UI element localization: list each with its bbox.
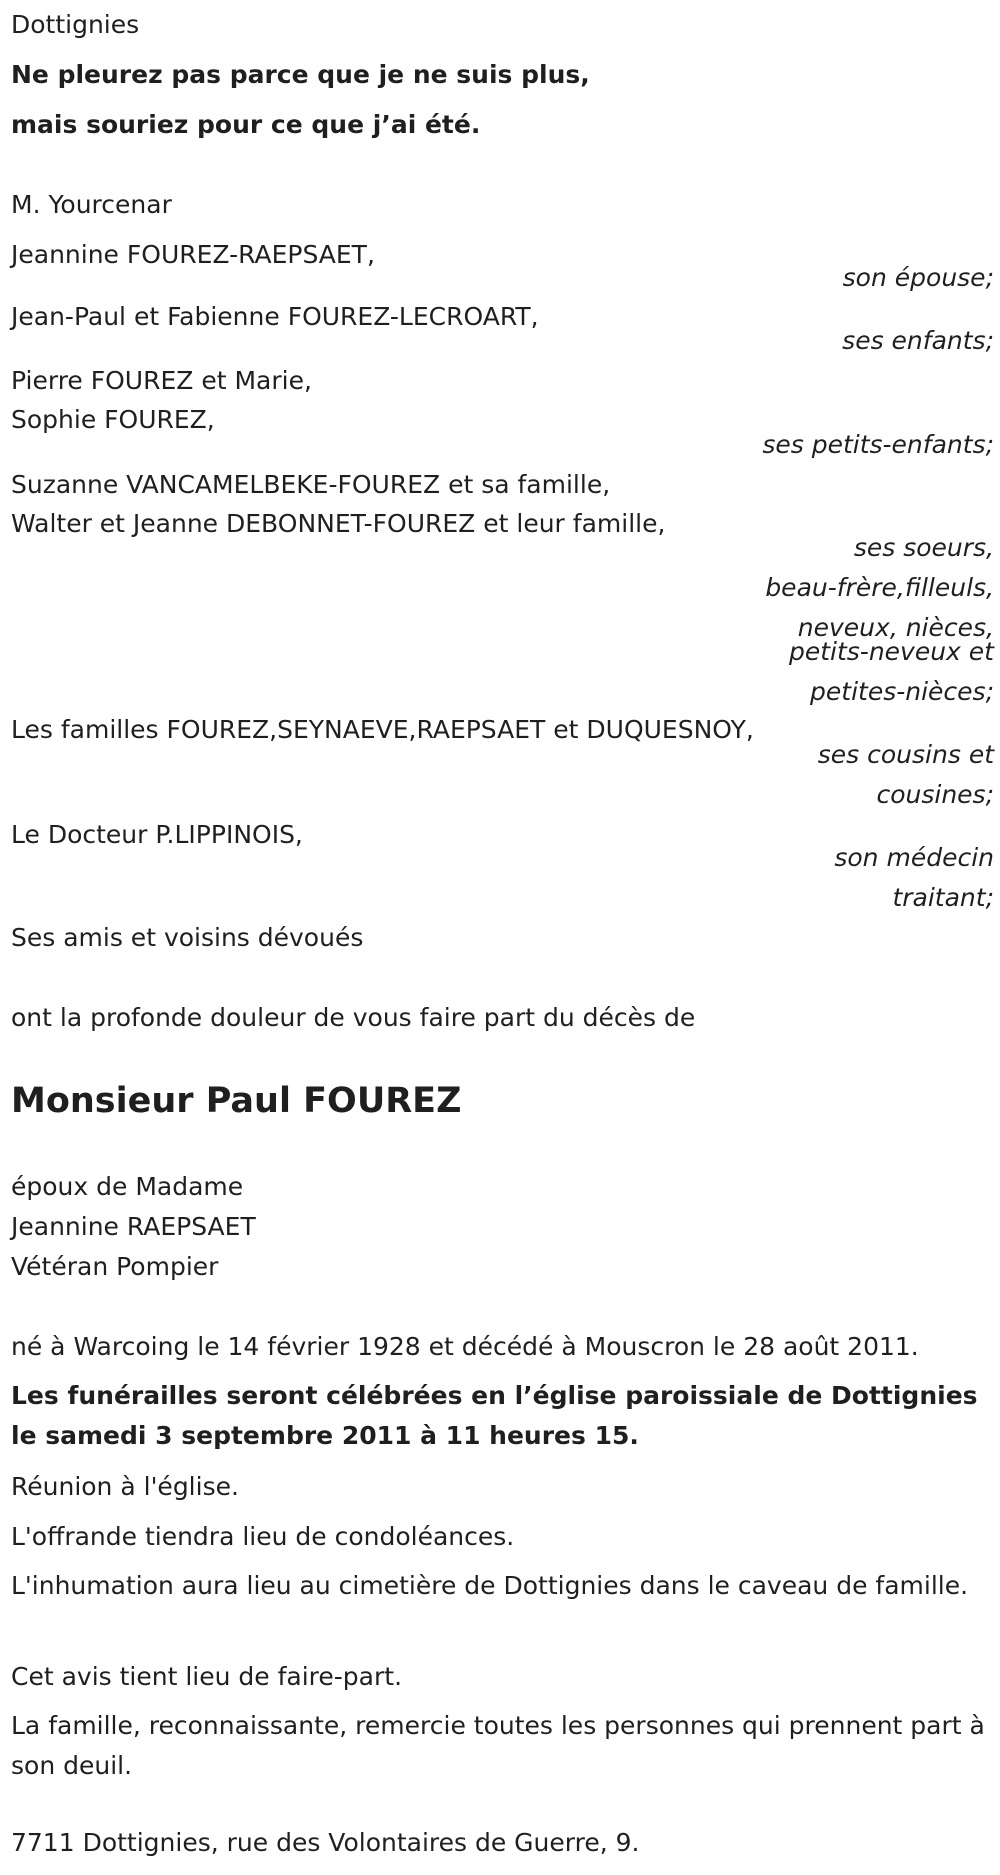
- funeral-thanks: La famille, reconnaissante, remercie toutes les personnes qui prennent part à son deuil.: [11, 1711, 985, 1780]
- doctor-name: Le Docteur P.LIPPINOIS,: [11, 820, 303, 849]
- announcement-line: ont la profonde douleur de vous faire part du décès de: [11, 1003, 696, 1032]
- quote-line-1: Ne pleurez pas parce que je ne suis plus,: [11, 60, 590, 89]
- deceased-detail-2: Jeannine RAEPSAET: [11, 1212, 256, 1241]
- funeral-notice: Cet avis tient lieu de faire-part.: [11, 1662, 403, 1691]
- grandchildren-role: ses petits-enfants;: [762, 430, 994, 459]
- spouse-role: son épouse;: [842, 263, 994, 292]
- quote-line-2: mais souriez pour ce que j’ai été.: [11, 110, 481, 139]
- funeral-offering: L'offrande tiendra lieu de condoléances.: [11, 1522, 515, 1551]
- deceased-detail-1: époux de Madame: [11, 1172, 244, 1201]
- birth-death-dates: né à Warcoing le 14 février 1928 et décédé à Mouscron le 28 août 2011.: [11, 1332, 919, 1361]
- family-address: 7711 Dottignies, rue des Volontaires de Guerre, 9.: [11, 1828, 640, 1857]
- sisters-role-2: beau-frère,filleuls,: [765, 573, 994, 602]
- children-role: ses enfants;: [842, 326, 994, 355]
- sisters-role-4: petits-neveux et: [788, 637, 994, 666]
- funeral-ceremony: Les funérailles seront célébrées en l’église paroissiale de Dottignies le samedi 3 septembre 2011 à 11 heures 15.: [11, 1381, 978, 1450]
- spouse-name: Jeannine FOUREZ-RAEPSAET,: [11, 240, 375, 269]
- place-heading: Dottignies: [11, 10, 140, 39]
- cousins-name: Les familles FOUREZ,SEYNAEVE,RAEPSAET et DUQUESNOY,: [11, 715, 754, 744]
- sisters-line-1: Suzanne VANCAMELBEKE-FOUREZ et sa famille,: [11, 470, 611, 499]
- doctor-role-1: son médecin: [834, 843, 994, 872]
- funeral-burial: L'inhumation aura lieu au cimetière de Dottignies dans le caveau de famille.: [11, 1571, 969, 1600]
- cousins-role-1: ses cousins et: [817, 740, 994, 769]
- deceased-name: Monsieur Paul FOUREZ: [11, 1081, 462, 1121]
- funeral-meeting: Réunion à l'église.: [11, 1472, 239, 1501]
- quote-author: M. Yourcenar: [11, 190, 172, 219]
- sisters-role-3: neveux, nièces,: [797, 613, 994, 642]
- children-name: Jean-Paul et Fabienne FOUREZ-LECROART,: [11, 302, 539, 331]
- grandchildren-line-2: Sophie FOUREZ,: [11, 405, 215, 434]
- sisters-role-5: petites-nièces;: [810, 677, 994, 706]
- sisters-line-2: Walter et Jeanne DEBONNET-FOUREZ et leur famille,: [11, 509, 666, 538]
- doctor-role-2: traitant;: [892, 883, 994, 912]
- deceased-detail-3: Vétéran Pompier: [11, 1252, 219, 1281]
- friends-line: Ses amis et voisins dévoués: [11, 923, 364, 952]
- grandchildren-line-1: Pierre FOUREZ et Marie,: [11, 366, 312, 395]
- cousins-role-2: cousines;: [876, 780, 994, 809]
- sisters-role-1: ses soeurs,: [853, 533, 994, 562]
